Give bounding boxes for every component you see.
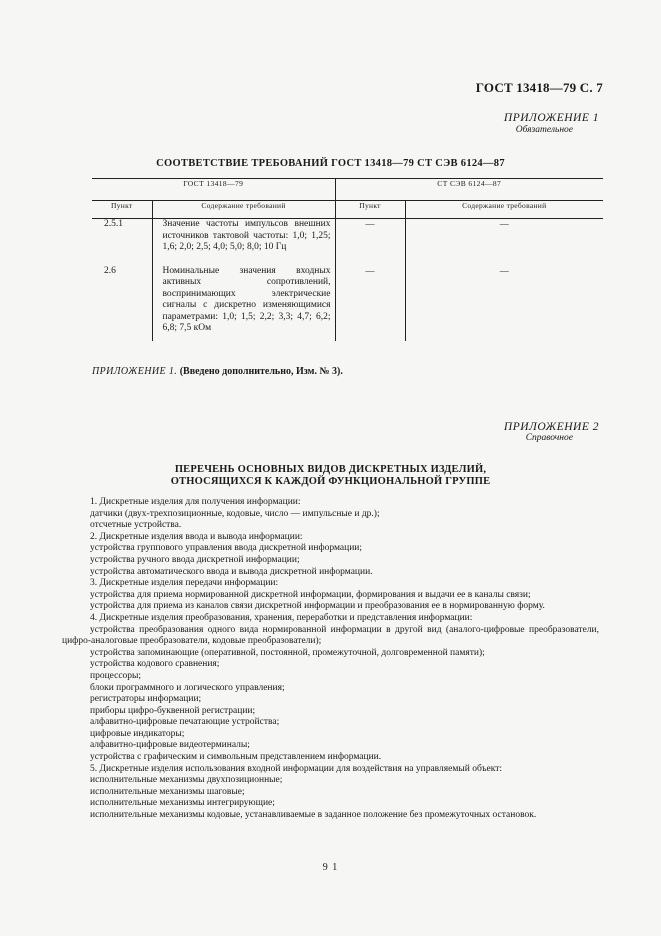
list-item: устройства для приема нормированной дискретной информации, формирования и выдачи ее в каналы связи; — [90, 589, 531, 600]
list-item: процессоры; — [90, 670, 142, 681]
list-item: устройства с графическим и символьным представлением информации. — [90, 752, 382, 763]
list-item: исполнительные механизмы двухпозиционные; — [90, 775, 283, 786]
requirements-table — [92, 178, 603, 341]
appendix1-note — [92, 366, 343, 377]
note-label: ПРИЛОЖЕНИЕ 1. — [92, 366, 178, 377]
list-item: алфавитно-цифровые печатающие устройства; — [90, 717, 280, 728]
list-item: исполнительные механизмы кодовые, устанавливаемые в заданное положение без промежуточных остановок. — [90, 810, 537, 821]
appendix2-heading-line2: ОТНОСЯЩИХСЯ К КАЖДОЙ ФУНКЦИОНАЛЬНОЙ ГРУППЕ — [170, 476, 491, 487]
document-header: ГОСТ 13418—79 С. 7 — [475, 80, 603, 95]
row-content: Значение частоты импульсов внешних источников тактовой частоты: 1,0; 1,25; 1,6; 2,0; 2,5; 4,0; 5,0; 8,0; 10 Гц — [152, 219, 335, 266]
row-item: 2.5.1 — [104, 219, 123, 229]
appendix1-title: ПРИЛОЖЕНИЕ 1 — [503, 112, 599, 124]
list-item: датчики (двух-трехпозиционные, кодовые, число — импульсные и др.); — [90, 508, 380, 519]
list-item: устройства ручного ввода дискретной информации; — [90, 554, 300, 565]
col-header-sev-content: Содержание требований — [405, 201, 603, 219]
row-sev-item: — — [335, 219, 405, 266]
list-item: устройства автоматического ввода и вывода дискретной информации. — [90, 566, 373, 577]
list-item: отсчетные устройства. — [90, 520, 182, 531]
list-item: 3. Дискретные изделия передачи информации: — [90, 578, 279, 589]
appendix1-subtitle: Обязательное — [515, 125, 573, 135]
appendix2-subtitle: Справочное — [525, 433, 573, 443]
list-item: приборы цифро-буквенной регистрации; — [90, 705, 256, 716]
list-item: исполнительные механизмы интегрирующие; — [90, 798, 275, 809]
list-item: регистраторы информации; — [90, 694, 202, 705]
row-content: Номинальные значения входных активных сопротивлений, воспринимающих электрические сигналы с дискретно изменяющимися параметрами: 1,0; 1,5; 2,2; 3,3; 4,7; 6,2; 6,8; 7,5 кОм — [152, 266, 335, 341]
list-item: устройства кодового сравнения; — [90, 659, 220, 670]
row-sev-content: — — [405, 266, 603, 341]
list-item: блоки программного и логического управления; — [90, 682, 285, 693]
note-text: (Введено дополнительно, Изм. № 3). — [179, 366, 343, 377]
list-item: устройства запоминающие (оперативной, постоянной, промежуточной, долговременной памяти); — [90, 647, 485, 658]
appendix2-list — [62, 497, 599, 822]
col-header-item: Пункт — [92, 201, 152, 219]
appendix2-title: ПРИЛОЖЕНИЕ 2 — [503, 421, 599, 433]
list-item: устройства для приема из каналов связи дискретной информации и преобразования ее в нормированную форму. — [90, 601, 545, 612]
list-item: алфавитно-цифровые видеотерминалы; — [90, 740, 250, 751]
table-row — [92, 266, 603, 341]
list-item: 4. Дискретные изделия преобразования, хранения, переработки и представления информации: — [90, 612, 473, 623]
table-group-sev: СТ СЭВ 6124—87 — [335, 179, 603, 201]
list-item: устройства группового управления ввода дискретной информации; — [90, 543, 363, 554]
list-item: 2. Дискретные изделия ввода и вывода информации: — [90, 531, 303, 542]
col-header-sev-item: Пункт — [335, 201, 405, 219]
list-item: устройства преобразования одного вида нормированной информации в другой вид (аналого-цифровые преобразователи, цифро-аналоговые преобразователи, кодовые преобразователи); — [62, 624, 599, 647]
list-item: цифровые индикаторы; — [90, 728, 185, 739]
table-row — [92, 219, 603, 266]
table-group-gost: ГОСТ 13418—79 — [92, 179, 335, 201]
appendix1-heading: СООТВЕТСТВИЕ ТРЕБОВАНИЙ ГОСТ 13418—79 СТ СЭВ 6124—87 — [156, 158, 505, 169]
list-item: 1. Дискретные изделия для получения информации: — [90, 497, 301, 507]
appendix2-heading — [0, 464, 661, 488]
appendix2-heading-line1: ПЕРЕЧЕНЬ ОСНОВНЫХ ВИДОВ ДИСКРЕТНЫХ ИЗДЕЛИЙ, — [174, 464, 487, 475]
row-sev-item: — — [335, 266, 405, 341]
row-sev-content: — — [405, 219, 603, 266]
list-item: исполнительные механизмы шаговые; — [90, 786, 245, 797]
col-header-content: Содержание требований — [152, 201, 335, 219]
page-number: 9 1 — [322, 862, 339, 873]
list-item: 5. Дискретные изделия использования входной информации для воздействия на управляемый объект: — [90, 763, 502, 774]
row-item: 2.6 — [104, 265, 116, 276]
